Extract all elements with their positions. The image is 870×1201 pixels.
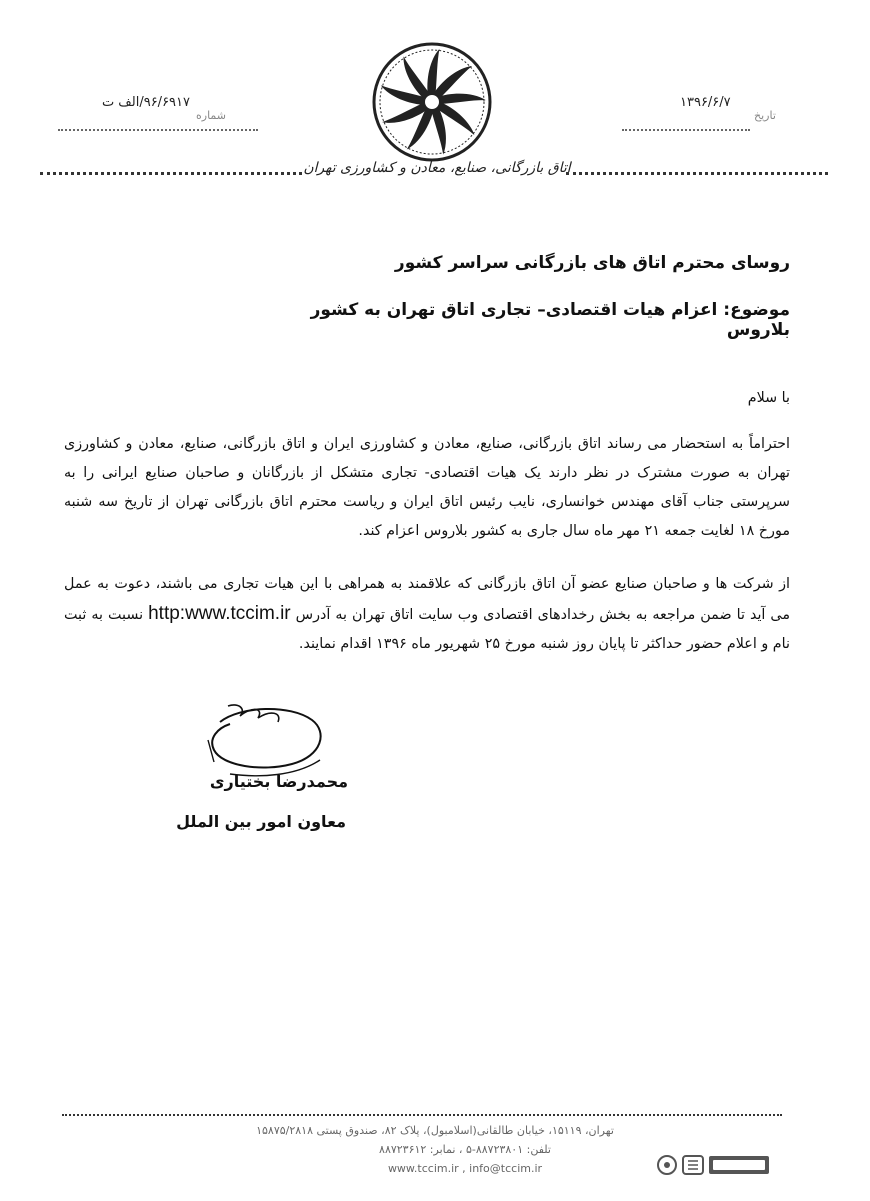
- date-value: ۱۳۹۶/۶/۷: [680, 95, 731, 110]
- number-caption: شماره: [196, 109, 227, 122]
- paragraph-invitation-text-a: از شرکت ها و صاحبان صنایع عضو آن اتاق بازرگانی که علاقمند به همراهی با این هیات تجاری می باشند، دعوت به عمل می آید تا ضمن مراجعه به بخش رخدادهای اقتصادی وب سایت اتاق تهران به آدرس: [64, 576, 790, 623]
- footer-web: www.tccim.ir , info@tccim.ir: [387, 1162, 543, 1175]
- greeting: با سلام: [747, 390, 790, 406]
- org-name: اتاق بازرگانی، صنایع، معادن و کشاورزی تهران: [303, 160, 571, 176]
- handwritten-signature: [200, 700, 330, 780]
- paragraph-intro: احتراماً به استحضار می رساند اتاق بازرگانی، صنایع، معادن و کشاورزی ایران و اتاق بازرگانی، صنایع، معادن و کشاورزی تهران به صورت مشترک در نظر دارند یک هیات اقتصادی- تجاری متشکل از بازرگانان و صاحبان صنایع ایرانی را به سرپرستی جناب آقای مهندس خوانساری، نایب رئیس اتاق ایران و ریاست محترم اتاق بازرگانی تهران از تاریخ سه شنبه مورخ ۱۸ لغایت جمعه ۲۱ مهر ماه سال جاری به کشور بلاروس اعزام کند.: [64, 436, 790, 539]
- paragraph-invitation: [64, 570, 790, 659]
- footer-address: تهران، ۱۵۱۱۹، خیابان طالقانی(اسلامبول)، پلاک ۸۲، صندوق پستی ۱۵۸۷۵/۲۸۱۸: [256, 1124, 614, 1137]
- website-link[interactable]: http:www.tccim.ir: [148, 603, 291, 624]
- footer-rule: [62, 1114, 782, 1116]
- number-dots: [58, 116, 258, 135]
- date-dots: [622, 116, 750, 135]
- recipient-title: روسای محترم اتاق های بازرگانی سراسر کشور: [394, 253, 790, 273]
- header-rule-left: [40, 172, 302, 175]
- number-field: [60, 95, 230, 110]
- certification-marks-icon: [655, 1150, 775, 1180]
- signatory-role: معاون امور بین الملل: [176, 812, 346, 831]
- chamber-logo-icon: [368, 38, 496, 166]
- paragraph-invitation-text-b: نسبت به ثبت نام و اعلام حضور حداکثر تا پایان روز شنبه مورخ ۲۵ شهریور ماه ۱۳۹۶ اقدام نمایند.: [64, 607, 790, 652]
- header-rule-right: [566, 172, 828, 175]
- signatory-name: محمدرضا بختیاری: [209, 772, 348, 791]
- subject-line: موضوع: اعزام هیات اقتصادی– تجاری اتاق تهران به کشور بلاروس: [310, 300, 790, 340]
- date-caption: تاریخ: [754, 109, 776, 122]
- footer-phones: تلفن: ۸۸۷۲۳۸۰۱-۵ ، نمابر: ۸۸۷۲۳۶۱۲: [379, 1143, 551, 1156]
- number-value: ۹۶/۶۹۱۷/الف ت: [101, 95, 190, 110]
- date-field: [620, 95, 770, 110]
